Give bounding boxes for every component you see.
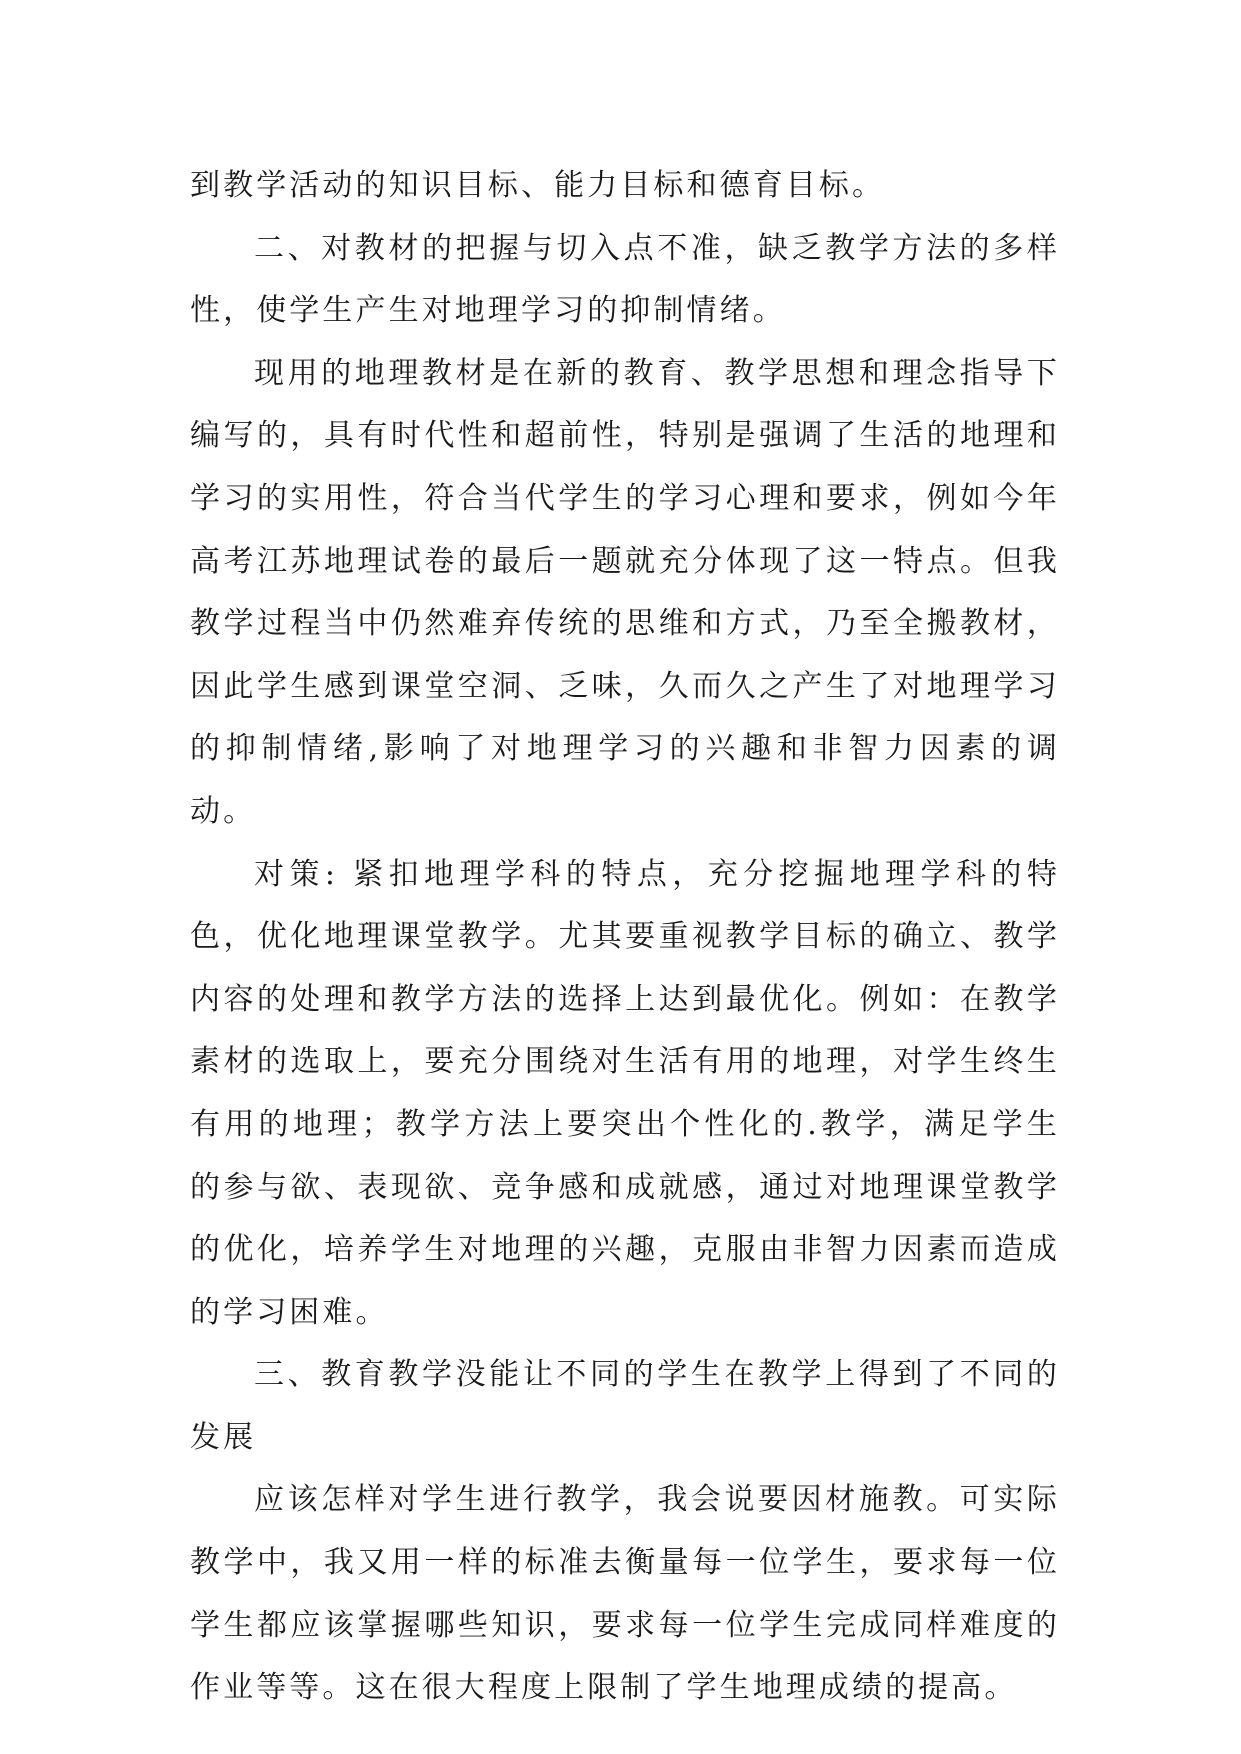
document-body bbox=[190, 155, 1060, 1720]
paragraph-individualized-teaching: 应该怎样对学生进行教学，我会说要因材施教。可实际教学中，我又用一样的标准去衡量每一位学生，要求每一位学生都应该掌握哪些知识，要求每一位学生完成同样难度的作业等等。这在很大程度上限制了学生地理成绩的提高。 bbox=[190, 1482, 1060, 1706]
paragraph-textbook-analysis: 现用的地理教材是在新的教育、教学思想和理念指导下编写的，具有时代性和超前性，特别是强调了生活的地理和学习的实用性，符合当代学生的学习心理和要求，例如今年高考江苏地理试卷的最后一题就充分体现了这一特点。但我教学过程当中仍然难弃传统的思维和方式，乃至全搬教材，因此学生感到课堂空洞、乏味，久而久之产生了对地理学习的抑制情绪,影响了对地理学习的兴趣和非智力因素的调动。 bbox=[190, 355, 1060, 829]
paragraph-heading-two: 二、对教材的把握与切入点不准，缺乏教学方法的多样性，使学生产生对地理学习的抑制情绪。 bbox=[190, 230, 1060, 329]
paragraph-continuation: 到教学活动的知识目标、能力目标和德育目标。 bbox=[190, 168, 886, 203]
paragraph-countermeasure: 对策: 紧扣地理学科的特点，充分挖掘地理学科的特色，优化地理课堂教学。尤其要重视教学目标的确立、教学内容的处理和教学方法的选择上达到最优化。例如：在教学素材的选取上，要充分围绕对生活有用的地理，对学生终生有用的地理；教学方法上要突出个性化的.教学，满足学生的参与欲、表现欲、竞争感和成就感，通过对地理课堂教学的优化，培养学生对地理的兴趣，克服由非智力因素而造成的学习困难。 bbox=[190, 856, 1060, 1330]
paragraph-heading-three: 三、教育教学没能让不同的学生在教学上得到了不同的发展 bbox=[190, 1357, 1060, 1455]
